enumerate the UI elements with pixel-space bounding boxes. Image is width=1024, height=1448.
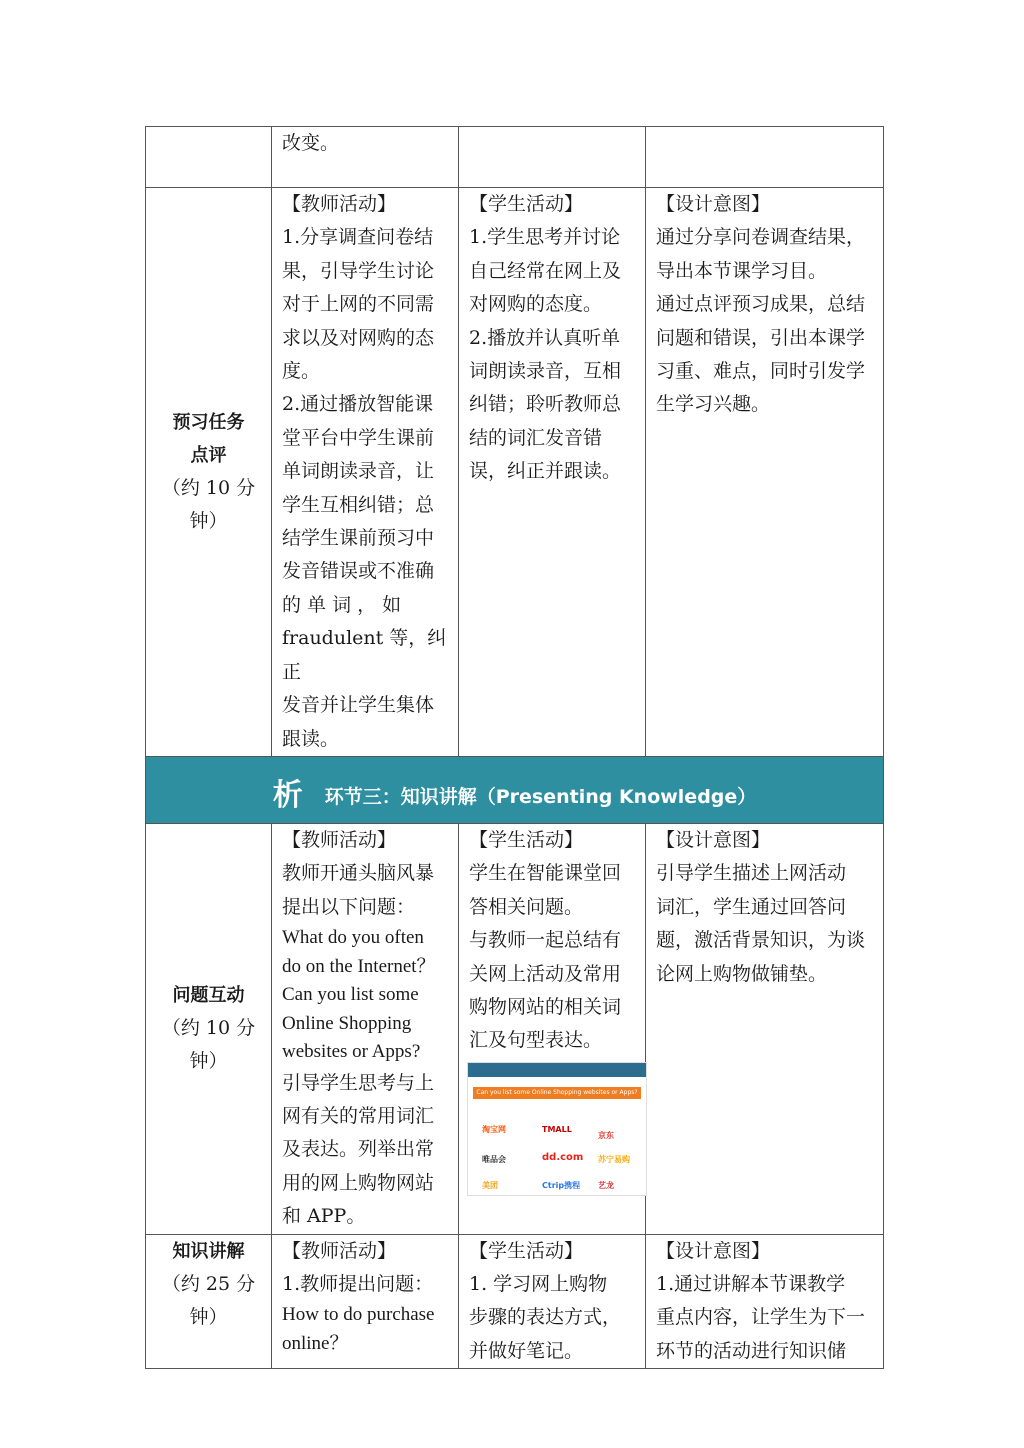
text-line: 汇及句型表达。 <box>469 1029 603 1052</box>
stage-time: （约 10 分 <box>161 1017 256 1040</box>
shopping-sites-image <box>467 1062 647 1196</box>
teacher-text: 改变。 <box>282 132 340 154</box>
text-line: 并做好笔记。 <box>469 1339 584 1362</box>
text-line: 重点内容，让学生为下一 <box>656 1306 866 1329</box>
vip-logo: 唯品会 <box>482 1154 506 1164</box>
jd-logo: 京东 <box>598 1130 614 1140</box>
suning-logo: 苏宁易购 <box>598 1154 630 1164</box>
teacher-text <box>282 857 450 924</box>
text-line: 用的网上购物网站 <box>282 1171 435 1194</box>
text-line: 提出以下问题： <box>282 895 416 918</box>
teacher-heading: 【教师活动】 <box>282 828 397 851</box>
text-line: 通过分享问卷调查结果， <box>656 226 866 249</box>
teacher-cell <box>272 188 459 757</box>
design-text <box>656 221 875 421</box>
teacher-questions <box>282 924 450 1067</box>
text-line: 通过点评预习成果，总结 <box>656 293 866 316</box>
student-cell <box>459 823 646 1234</box>
design-heading: 【设计意图】 <box>656 193 771 215</box>
image-banner: Can you list some Online Shopping websites or Apps? <box>473 1087 641 1099</box>
text-line: 果，引导学生讨论 <box>282 259 435 282</box>
text-line: online？ <box>282 1332 349 1354</box>
student-cell <box>459 127 646 188</box>
text-line: 1.分享调查问卷结 <box>282 226 434 249</box>
table-row <box>146 127 884 188</box>
section-header <box>146 756 884 823</box>
teacher-text-2 <box>282 1067 450 1234</box>
student-text <box>469 857 637 1057</box>
text-line: 词汇，学生通过回答问 <box>656 895 847 918</box>
elong-logo: 艺龙 <box>598 1180 614 1190</box>
text-line: 与教师一起总结有 <box>469 929 622 952</box>
text-line: 自己经常在网上及 <box>469 259 622 282</box>
text-line: 发音错误或不准确 <box>282 560 435 583</box>
student-cell <box>459 1234 646 1369</box>
text-line: 购物网站的相关词 <box>469 995 622 1018</box>
text-line: Online Shopping <box>282 1012 412 1034</box>
text-line: How to do purchase <box>282 1304 435 1326</box>
stage-time-2: 钟） <box>189 509 228 532</box>
text-line: 网有关的常用词汇 <box>282 1105 435 1128</box>
table-row <box>146 823 884 1234</box>
text-line: 单词朗读录音，让 <box>282 460 435 483</box>
text-line: 度。 <box>282 360 321 383</box>
section-symbol: 析 <box>272 777 303 813</box>
text-line: 导出本节课学习目。 <box>656 259 828 282</box>
section-header-row <box>146 756 884 823</box>
text-line: 1.学生思考并讨论 <box>469 226 621 249</box>
teacher-heading: 【教师活动】 <box>282 1239 397 1262</box>
text-line: 关网上活动及常用 <box>469 962 622 985</box>
text-line: 学生在智能课堂回 <box>469 862 622 885</box>
design-heading: 【设计意图】 <box>656 1239 771 1262</box>
text-line: 对网购的态度。 <box>469 293 603 316</box>
text-line: 生学习兴趣。 <box>656 393 771 416</box>
student-text <box>469 1268 637 1368</box>
jumei-logo: 美团 <box>482 1180 498 1190</box>
text-line: 求以及对网购的态 <box>282 326 435 349</box>
stage-name-2: 点评 <box>190 444 227 466</box>
text-line: 教师开通头脑风暴 <box>282 862 435 885</box>
text-line: 环节的活动进行知识储 <box>656 1339 847 1362</box>
text-line: 问题和错误，引出本课学 <box>656 326 866 349</box>
dangdang-logo: dd.com <box>542 1151 584 1163</box>
stage-time: （约 25 分 <box>161 1272 256 1295</box>
text-line: 对于上网的不同需 <box>282 293 435 316</box>
teacher-question <box>282 1301 450 1358</box>
text-line: 结的词汇发音错 <box>469 426 603 449</box>
text-line: 堂平台中学生课前 <box>282 426 435 449</box>
design-text <box>656 857 875 991</box>
text-line: What do you often <box>282 927 424 949</box>
tmall-logo: TMALL <box>542 1124 572 1134</box>
text-line: 及表达。列举出常 <box>282 1138 435 1161</box>
teacher-text <box>282 1268 450 1301</box>
lesson-plan-table <box>145 126 884 1369</box>
text-line: 1. 学习网上购物 <box>469 1273 608 1296</box>
label-cell <box>146 127 272 188</box>
teacher-cell <box>272 1234 459 1369</box>
label-cell <box>146 1234 272 1369</box>
text-line: 1.通过讲解本节课教学 <box>656 1273 846 1296</box>
design-heading: 【设计意图】 <box>656 828 771 851</box>
image-header-bar <box>468 1063 646 1077</box>
student-heading: 【学生活动】 <box>469 1239 584 1262</box>
teacher-cell <box>272 823 459 1234</box>
table-row <box>146 188 884 757</box>
text-line: 2.通过播放智能课 <box>282 393 434 416</box>
stage-name: 知识讲解 <box>172 1240 245 1262</box>
design-cell <box>646 188 884 757</box>
student-heading: 【学生活动】 <box>469 828 584 851</box>
taobao-logo: 淘宝网 <box>482 1124 506 1134</box>
design-text <box>656 1268 875 1368</box>
text-line: 跟读。 <box>282 727 340 750</box>
label-cell <box>146 823 272 1234</box>
stage-name: 预习任务 <box>172 411 245 433</box>
student-heading: 【学生活动】 <box>469 193 584 215</box>
text-line: 的 单 词 ， 如 <box>282 593 402 616</box>
text-line: 1.教师提出问题： <box>282 1273 434 1296</box>
teacher-text <box>282 221 450 756</box>
text-line: Can you list some <box>282 984 419 1006</box>
text-line: websites or Apps? <box>282 1041 421 1063</box>
text-line: do on the Internet？ <box>282 955 436 977</box>
text-line: 词朗读录音，互相 <box>469 360 622 383</box>
text-line: 纠错；聆听教师总 <box>469 393 622 416</box>
design-cell <box>646 1234 884 1369</box>
text-line: 步骤的表达方式， <box>469 1306 622 1329</box>
design-cell <box>646 127 884 188</box>
student-cell <box>459 188 646 757</box>
text-line: 误，纠正并跟读。 <box>469 460 622 483</box>
ctrip-logo: Ctrip携程 <box>542 1180 581 1190</box>
student-text <box>469 221 637 488</box>
text-line: 论网上购物做铺垫。 <box>656 962 828 985</box>
design-cell <box>646 823 884 1234</box>
teacher-cell <box>272 127 459 188</box>
text-line: 引导学生描述上网活动 <box>656 862 847 885</box>
stage-name: 问题互动 <box>172 985 245 1007</box>
label-cell <box>146 188 272 757</box>
text-line: 答相关问题。 <box>469 895 584 918</box>
stage-time: （约 10 分 <box>161 476 256 499</box>
stage-time-2: 钟） <box>189 1050 228 1073</box>
text-line: fraudulent 等，纠正 <box>282 627 447 683</box>
table-row <box>146 1234 884 1369</box>
text-line: 结学生课前预习中 <box>282 527 435 550</box>
text-line: 题，激活背景知识，为谈 <box>656 929 866 952</box>
text-line: 发音并让学生集体 <box>282 694 435 717</box>
teacher-heading: 【教师活动】 <box>282 193 397 215</box>
text-line: 学生互相纠错；总 <box>282 493 435 516</box>
stage-time-2: 钟） <box>189 1305 228 1328</box>
text-line: 习重、难点，同时引发学 <box>656 360 866 383</box>
text-line: 引导学生思考与上 <box>282 1071 435 1094</box>
text-line: 和 APP。 <box>282 1205 366 1228</box>
section-title: 环节三：知识讲解（Presenting Knowledge） <box>324 785 757 808</box>
text-line: 2.播放并认真听单 <box>469 326 621 349</box>
